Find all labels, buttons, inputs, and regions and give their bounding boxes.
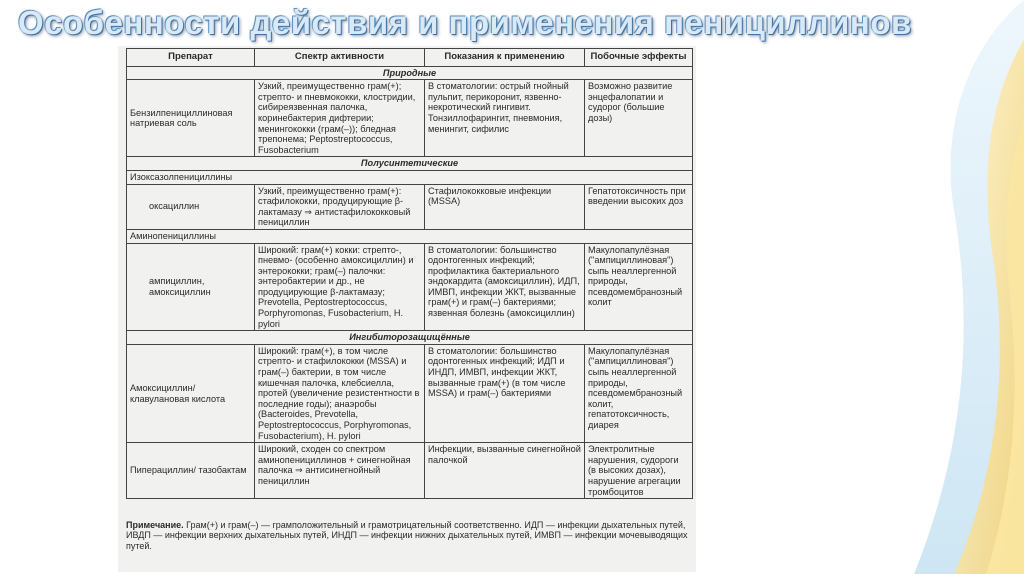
note-label: Примечание. [126,520,184,530]
indications-cell: Стафилококковые инфекции (MSSA) [425,184,585,229]
table-row [127,184,693,229]
penicillin-table [126,48,693,499]
group-row [127,170,693,184]
note-text: Грам(+) и грам(–) — грамположительный и грамотрицательный соответственно. ИДП — инфекции дыхательных путей, ИВДП — инфекции верхних дыхательных путей, ИНДП — инфекции нижних дыхательных путей, ИМВП — инфекции мочевыводящих путей. [126,520,688,551]
side-effects-cell: Макулопапулёзная ("ампициллиновая") сыпь неаллергенной природы, псевдомембранозный колит, гепатотоксичность, диарея [585,344,693,442]
spectrum-cell: Широкий, сходен со спектром аминопенициллинов + синегнойная палочка ⇒ антисинегнойный пенициллин [255,443,425,499]
section-row [127,331,693,345]
table-row [127,243,693,331]
slide-title: Особенности действия и применения пенициллинов [18,4,912,41]
spectrum-cell: Узкий, преимущественно грам(+): стафилококки, продуцирующие β-лактамазу ⇒ антистафилококковый пенициллин [255,184,425,229]
indications-cell: В стоматологии: острый гнойный пульпит, перикоронит, язвенно-некротический гингивит. Тонзиллофарингит, пневмония, менингит, сифилис [425,80,585,157]
drug-cell: оксациллин [127,184,255,229]
table-row [127,344,693,442]
side-effects-cell: Гепатотоксичность при введении высоких доз [585,184,693,229]
side-effects-cell: Макулопапулёзная ("ампициллиновая") сыпь неаллергенной природы, псевдомембранозный колит [585,243,693,331]
header-side-effects: Побочные эффекты [585,49,693,67]
section-semisynthetic: Полусинтетические [127,157,693,171]
indications-cell: В стоматологии: большинство одонтогенных инфекций; профилактика бактериального эндокардита (амоксициллин), ИДП, ИМВП, инфекции ЖКТ, вызванные грам(+) и грам(–) бактериями; язвенная болезнь (амоксициллин) [425,243,585,331]
drug-cell: Бензилпенициллиновая натриевая соль [127,80,255,157]
table-header-row [127,49,693,67]
spectrum-cell: Узкий, преимущественно грам(+); стрепто- и пневмококки, клостридии, сибиреязвенная палочка, коринебактерия дифтерии; менингококки (грам(–)); бледная трепонема; Peptostreptococcus, Fusobacterium [255,80,425,157]
table-row [127,80,693,157]
side-effects-cell: Возможно развитие энцефалопатии и судорог (большие дозы) [585,80,693,157]
drug-cell: ампициллин, амоксициллин [127,243,255,331]
header-drug: Препарат [127,49,255,67]
side-effects-cell: Электролитные нарушения, судороги (в высоких дозах), нарушение агрегации тромбоцитов [585,443,693,499]
drug-cell: Амоксициллин/ клавулановая кислота [127,344,255,442]
indications-cell: Инфекции, вызванные синегнойной палочкой [425,443,585,499]
slide-decoration [724,0,1024,574]
table-row [127,443,693,499]
spectrum-cell: Широкий: грам(+) кокки: стрепто-, пневмо- (особенно амоксициллин) и энтерококки; грам(–) палочки: энтеробактерии и др., не продуцирующие β-лактамазу; Prevotella, Peptostreptococcus, Porphyromonas, Fusobacterium, H. pylori [255,243,425,331]
indications-cell: В стоматологии: большинство одонтогенных инфекций; ИДП и ИНДП, ИМВП, инфекции ЖКТ, вызванные грам(+) (в том числе MSSA) и грам(–) бактериями [425,344,585,442]
section-row [127,66,693,80]
drug-cell: Пиперациллин/ тазобактам [127,443,255,499]
group-amino: Аминопенициллины [127,229,693,243]
spectrum-cell: Широкий: грам(+), в том числе стрепто- и стафилококки (MSSA) и грам(–) бактерии, в том числе кишечная палочка, клебсиелла, протей (увеличение резистентности в последние годы); анаэробы (Bacteroides, Prevotella, Peptostreptococcus, Porphyromonas, Fusobacterium), H. pylori [255,344,425,442]
table-footnote [126,520,692,551]
group-row [127,229,693,243]
header-spectrum: Спектр активности [255,49,425,67]
section-natural: Природные [127,66,693,80]
scanned-table-image [118,46,696,572]
group-isoxazole: Изоксазолпенициллины [127,170,693,184]
section-row [127,157,693,171]
header-indications: Показания к применению [425,49,585,67]
section-inhibitor: Ингибиторозащищённые [127,331,693,345]
